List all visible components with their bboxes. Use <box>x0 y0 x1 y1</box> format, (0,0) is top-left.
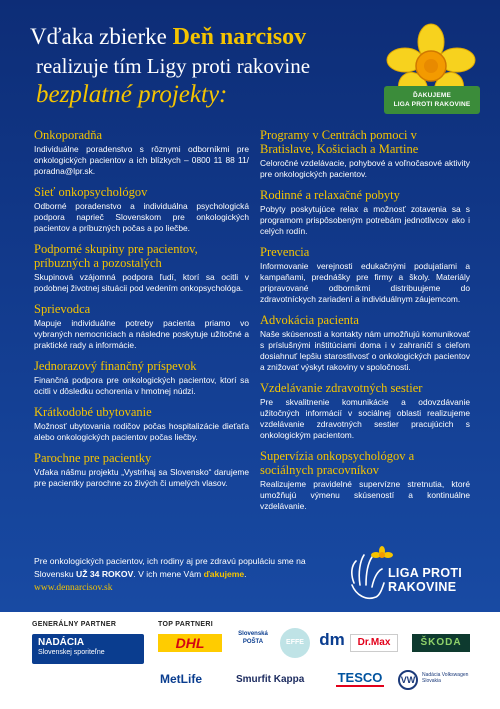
project-text: Individuálne poradenstvo s rôznymi odborníkmi pre onkologických pacientov a ich blízkych – 0800 11 88 11/ poradna@lpr.sk. <box>34 144 249 176</box>
headline-line2: realizuje tím Ligy proti rakovine <box>36 54 311 78</box>
project-text: Mapuje individuálne potreby pacienta priamo vo vybraných nemocniciach a následne poskytuje užitočné a praktické rady a informácie. <box>34 318 249 350</box>
project-section <box>34 359 249 397</box>
footer-text-end: . <box>244 569 247 579</box>
footer-text-part1: Pre onkologických pacientov, ich rodiny aj pre zdravú populáciu sme na Slovensku <box>34 556 306 579</box>
project-section <box>260 313 470 373</box>
project-section <box>34 185 249 234</box>
website-link[interactable]: www.dennarcisov.sk <box>34 583 113 593</box>
project-section <box>260 128 470 180</box>
general-partner-label: GENERÁLNY PARTNER <box>32 621 117 628</box>
footer-years: UŽ 34 ROKOV <box>76 569 134 579</box>
project-title: Sprievodca <box>34 302 91 316</box>
project-section <box>34 302 249 351</box>
project-title: Parochne pre pacientky <box>34 451 152 465</box>
partner-tesco: TESCO <box>337 670 383 685</box>
project-section <box>34 405 249 443</box>
partner-vw: Nadácia Volkswagen Slovakia <box>422 672 469 684</box>
project-title: Podporné skupiny pre pacientov, príbuzných a pozostalých <box>34 242 198 270</box>
project-text: Vďaka nášmu projektu „Vystrihaj sa Slovensko“ darujeme pre pacientky parochne zo živých či umelých vlasov. <box>34 467 249 488</box>
org-logo-line1: LIGA PROTI <box>388 566 463 580</box>
project-title: Rodinné a relaxačné pobyty <box>260 188 400 202</box>
headline-prefix: Vďaka zbierke <box>30 24 167 49</box>
partner-vw-icon: VW <box>398 670 418 690</box>
project-title: Krátkodobé ubytovanie <box>34 405 152 419</box>
project-section <box>34 128 249 177</box>
badge-line2: LIGA PROTI RAKOVINE <box>393 101 471 108</box>
project-text: Možnosť ubytovania rodičov počas hospitalizácie dieťaťa alebo onkologických pacientov počas liečby. <box>34 421 249 442</box>
project-title: Prevencia <box>260 245 310 259</box>
org-logo-line2: RAKOVINE <box>388 580 457 594</box>
project-section <box>34 242 249 294</box>
projects-left-column <box>34 128 249 497</box>
footer-message <box>34 555 334 595</box>
project-title: Programy v Centrách pomoci v Bratislave, Košiciach a Martine <box>260 128 419 156</box>
project-text: Pobyty poskytujúce relax a možnosť zotavenia sa s programom prispôsobeným potrebám jednotlivcov ako i celých rodín. <box>260 204 470 236</box>
project-title: Advokácia pacienta <box>260 313 359 327</box>
partner-effe: EFFE <box>280 628 310 658</box>
partner-nadacia-line1: NADÁCIA <box>38 637 85 648</box>
partner-metlife: MetLife <box>160 672 202 686</box>
badge-line1: ĎAKUJEME <box>412 92 452 99</box>
footer-text-part2: . V ich mene Vám <box>133 569 202 579</box>
project-title: Jednorazový finančný príspevok <box>34 359 197 373</box>
partners-strip <box>0 612 500 709</box>
top-partners-label: TOP PARTNERI <box>158 621 213 628</box>
project-text: Odborné poradenstvo a individuálna psychologická podpora naprieč Slovenskom pre onkologických pacientov a príbuzných počas a po liečbe. <box>34 201 249 233</box>
project-section <box>260 381 470 441</box>
thanks-badge <box>384 86 480 114</box>
headline-line3: bezplatné projekty: <box>36 81 228 108</box>
partner-drmax: Dr.Max <box>350 634 398 652</box>
project-text: Finančná podpora pre onkologických pacientov, ktorí sa ocitli v dôsledku ochorenia v hmotnej núdzi. <box>34 375 249 396</box>
headline-line1 <box>30 22 370 52</box>
partner-posta: Slovenská POŠTA <box>238 631 268 645</box>
partner-skoda: ŠKODA <box>412 634 470 652</box>
project-text: Naše skúsenosti a kontakty nám umožňujú komunikovať s príslušnými inštitúciami doma i v zahraničí s cieľom dosiahnuť lepšiu starostlivosť o onkologických pacientov a znižovať výskyt rakoviny v spoločnosti. <box>260 329 470 372</box>
project-title: Onkoporadňa <box>34 128 103 142</box>
project-title: Vzdelávanie zdravotných sestier <box>260 381 423 395</box>
project-title: Supervízia onkopsychológov a sociálnych pracovníkov <box>260 449 415 477</box>
partner-nadacia-line2: Slovenskej sporiteľne <box>38 649 105 656</box>
projects-right-column <box>260 128 470 520</box>
project-text: Skupinová vzájomná podpora ľudí, ktorí sa ocitli v podobnej životnej situácii pod vedením onkopsychológa. <box>34 272 249 293</box>
project-title: Sieť onkopsychológov <box>34 185 148 199</box>
org-logo-text <box>388 566 462 594</box>
headline <box>30 22 370 110</box>
partner-smurfit-kappa: Smurfit Kappa <box>236 674 305 685</box>
project-section <box>260 188 470 237</box>
partner-dhl: DHL <box>158 634 222 652</box>
project-section <box>260 449 470 512</box>
project-section <box>34 451 249 489</box>
project-text: Pre skvalitnenie komunikácie a odovzdávanie užitočných informácií v sociálnej oblasti realizujeme vzdelávanie zdravotných sestier pracujúcich s onkologickým pacientom. <box>260 397 470 440</box>
headline-campaign-name: Deň narcisov <box>172 24 307 50</box>
partner-dm: dm <box>319 630 345 649</box>
footer-thanks: ďakujeme <box>203 569 245 579</box>
partner-nadacia-slsp <box>32 634 144 664</box>
project-text: Realizujeme pravidelné supervízne stretnutia, ktoré umožňujú výmenu skúseností a kontinuálne vzdelávanie. <box>260 479 470 511</box>
project-section <box>260 245 470 305</box>
project-text: Informovanie verejnosti edukačnými podujatiami a kampaňami, prednášky pre firmy a školy. Materiály pripravované odborníkmi distribuujeme do zdravotníckych zariadení a individuálnym záujemcom. <box>260 261 470 304</box>
project-text: Celoročné vzdelávacie, pohybové a voľnočasové aktivity pre onkologických pacientov. <box>260 158 470 179</box>
